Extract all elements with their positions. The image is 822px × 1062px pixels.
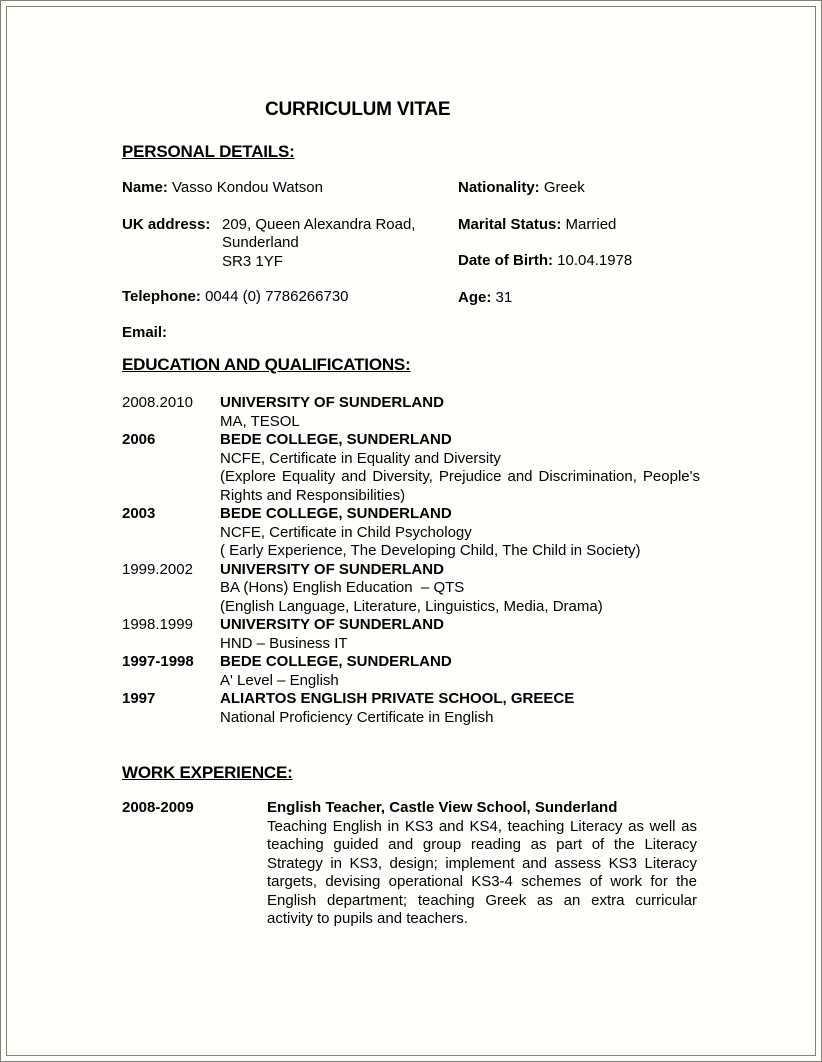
nationality-label: Nationality: <box>458 179 540 196</box>
education-detail: A' Level – English <box>220 671 339 689</box>
education-institution: UNIVERSITY OF SUNDERLAND <box>220 394 444 411</box>
uk-address-line-3: SR3 1YF <box>222 252 283 270</box>
education-detail: NCFE, Certificate in Child Psychology <box>220 523 472 541</box>
work-experience-entry <box>122 799 702 929</box>
education-years: 1997 <box>122 690 156 707</box>
name-value: Vasso Kondou Watson <box>172 179 323 196</box>
name-row <box>122 179 458 198</box>
education-entry <box>122 505 702 561</box>
personal-left-column <box>122 179 458 342</box>
education-entry <box>122 616 702 653</box>
education-description <box>220 653 700 690</box>
age-value: 31 <box>495 288 513 306</box>
education-description <box>220 690 700 727</box>
date-of-birth-row <box>458 252 702 271</box>
education-description <box>220 431 700 505</box>
education-entry <box>122 653 702 690</box>
uk-address-value <box>222 216 415 272</box>
education-entry <box>122 690 702 727</box>
education-section <box>122 394 702 727</box>
education-years: 1999.2002 <box>122 560 193 578</box>
education-years: 1998.1999 <box>122 616 193 633</box>
age-label: Age: <box>458 288 492 306</box>
personal-details-section <box>122 179 702 342</box>
work-description <box>267 799 697 929</box>
education-detail: NCFE, Certificate in Equality and Diversity <box>220 449 501 467</box>
work-duties-paragraph: Teaching English in KS3 and KS4, teaching Literacy as well as teaching guided and group reading as part of the Literacy Strategy in KS3, design; implement and assess KS3 Literacy targets, devising operational KS3-4 schemes of work for the English department; teaching Greek as an extra curricular activity to pupils and teachers. <box>267 817 697 927</box>
personal-details-heading: PERSONAL DETAILS: <box>122 142 295 161</box>
uk-address-line-1: 209, Queen Alexandra Road, <box>222 215 416 233</box>
uk-address-row <box>122 216 458 272</box>
education-institution: BEDE COLLEGE, SUNDERLAND <box>220 653 452 670</box>
education-heading: EDUCATION AND QUALIFICATIONS: <box>122 355 411 374</box>
education-entry <box>122 561 702 617</box>
date-of-birth-value: 10.04.1978 <box>557 252 633 269</box>
date-of-birth-label: Date of Birth: <box>458 252 553 269</box>
email-row <box>122 324 458 343</box>
work-experience-heading: WORK EXPERIENCE: <box>122 763 293 782</box>
nationality-row <box>458 179 702 198</box>
cv-content <box>7 98 815 929</box>
document-title: CURRICULUM VITAE <box>265 99 451 120</box>
education-description <box>220 394 700 431</box>
uk-address-label: UK address: <box>122 215 211 233</box>
education-institution: UNIVERSITY OF SUNDERLAND <box>220 616 444 633</box>
email-label: Email: <box>122 323 168 341</box>
education-entry <box>122 394 702 431</box>
telephone-value: 0044 (0) 7786266730 <box>205 288 349 305</box>
education-detail-note: (Explore Equality and Diversity, Prejudice and Discrimination, People's Rights and Responsibilities) <box>220 468 700 504</box>
education-institution: BEDE COLLEGE, SUNDERLAND <box>220 505 452 522</box>
education-description <box>220 561 700 617</box>
education-detail: MA, TESOL <box>220 412 300 430</box>
work-job-title: English Teacher, Castle View School, Sunderland <box>267 799 618 816</box>
education-institution: UNIVERSITY OF SUNDERLAND <box>220 560 444 578</box>
education-detail: National Proficiency Certificate in English <box>220 708 494 726</box>
education-institution: ALIARTOS ENGLISH PRIVATE SCHOOL, GREECE <box>220 690 575 707</box>
personal-right-column <box>458 179 702 342</box>
education-years: 2008.2010 <box>122 394 193 411</box>
education-detail: (English Language, Literature, Linguistics, Media, Drama) <box>220 597 603 615</box>
uk-address-line-2: Sunderland <box>222 234 299 251</box>
name-label: Name: <box>122 179 168 196</box>
nationality-value: Greek <box>543 179 585 196</box>
marital-status-row <box>458 216 702 235</box>
telephone-label: Telephone: <box>122 288 201 305</box>
education-detail: ( Early Experience, The Developing Child, The Child in Society) <box>220 542 641 559</box>
work-years: 2008-2009 <box>122 799 194 816</box>
marital-status-value: Married <box>565 215 617 233</box>
education-detail: BA (Hons) English Education – QTS <box>220 579 465 596</box>
education-years: 1997-1998 <box>122 653 194 670</box>
telephone-row <box>122 288 458 307</box>
age-row <box>458 289 702 308</box>
education-detail: HND – Business IT <box>220 634 348 652</box>
education-years: 2006 <box>122 431 156 448</box>
page-inner-border <box>6 6 816 1056</box>
education-description <box>220 505 700 561</box>
education-years: 2003 <box>122 505 156 522</box>
education-institution: BEDE COLLEGE, SUNDERLAND <box>220 431 452 448</box>
education-entry <box>122 431 702 505</box>
marital-status-label: Marital Status: <box>458 215 562 233</box>
education-description <box>220 616 700 653</box>
